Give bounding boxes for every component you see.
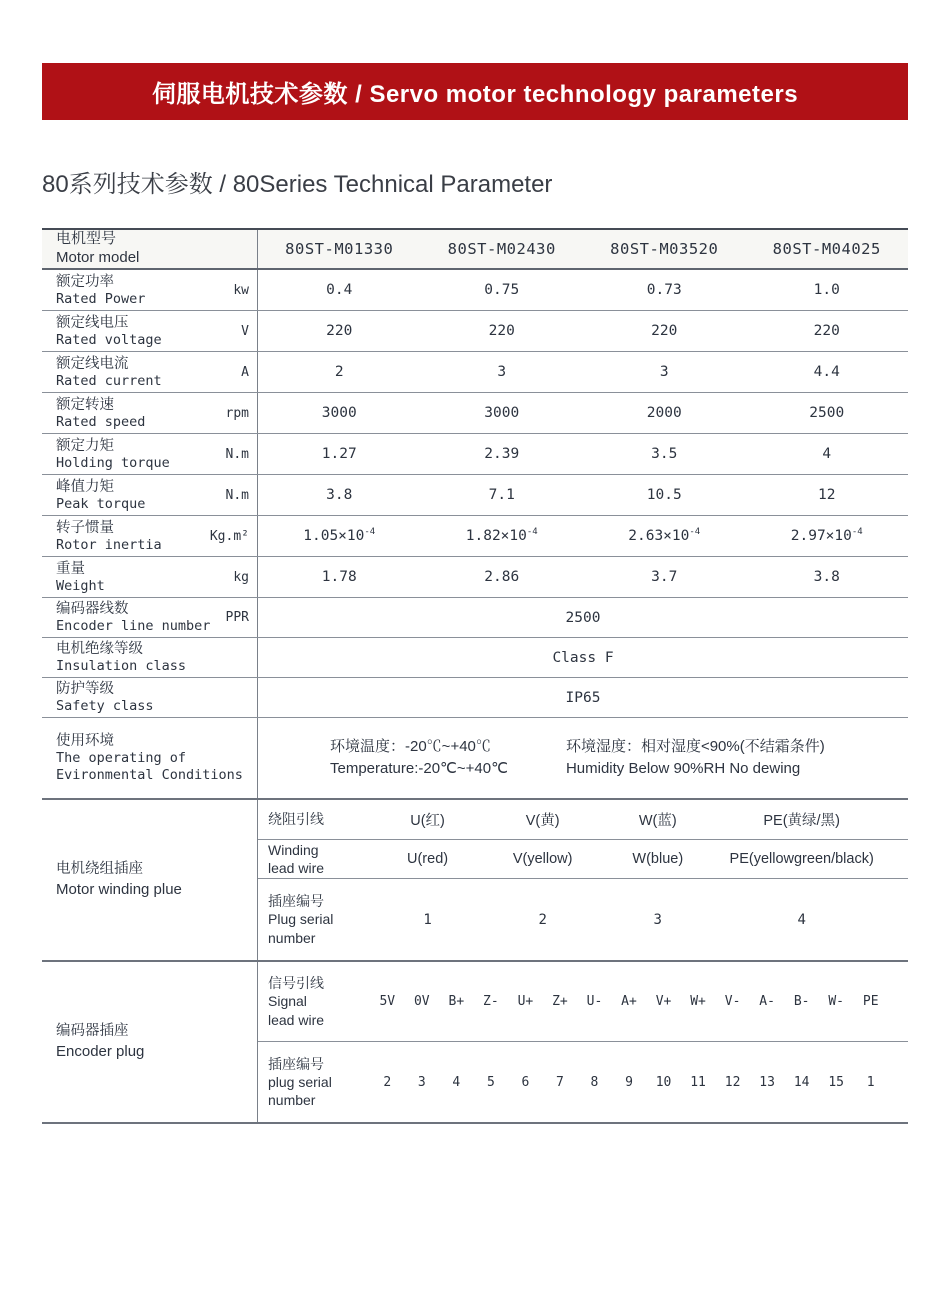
spec-label-cell [42, 638, 258, 677]
unit: PPR [225, 610, 249, 625]
subrow-label [258, 810, 370, 828]
spec-label [56, 560, 105, 595]
label-zh: 电机绕组插座 [56, 861, 143, 878]
label-zh: 绕阻引线 [268, 811, 324, 828]
label-zh: 转子惯量 [56, 519, 114, 536]
label-en: lead wire [268, 1011, 325, 1028]
spec-values [258, 311, 908, 351]
label-en: Insulation class [56, 658, 187, 675]
value-cell [258, 516, 421, 556]
label-zh: 插座编号 [268, 1055, 324, 1072]
spec-row-weight [42, 557, 908, 598]
table-header-row [42, 230, 908, 270]
inertia-exponent: -4 [689, 527, 701, 537]
merged-value: Class F [552, 649, 614, 666]
value-cell: 0.4 [326, 282, 353, 298]
value-cell: 220 [326, 323, 353, 339]
spec-label [56, 519, 162, 554]
page-title: 80系列技术参数 / 80Series Technical Parameter [42, 171, 553, 198]
header-label [56, 230, 139, 268]
spec-label [56, 732, 243, 784]
serial-cell: 1 [423, 911, 432, 928]
label-zh: 额定功率 [56, 273, 114, 290]
value-cell: 12 [818, 487, 836, 503]
spec-row-rated-speed [42, 393, 908, 434]
winding-wires-zh-row [258, 800, 908, 840]
signal-cell: B- [793, 994, 810, 1009]
header-label-cell [42, 230, 258, 268]
value-cell: 3.8 [326, 487, 353, 503]
value-cell: 3000 [484, 405, 520, 421]
unit: rpm [225, 405, 249, 421]
motor-winding-plug-section [42, 800, 908, 962]
signal-cell: U+ [517, 994, 534, 1009]
value-cell: 7.1 [488, 487, 515, 503]
spec-label-cell [42, 598, 258, 637]
serial-cell: 2 [383, 1074, 392, 1090]
wire-cell: W(蓝) [638, 812, 677, 829]
label-en: Safety class [56, 698, 154, 715]
spec-label-cell [42, 434, 258, 474]
spec-values [258, 393, 908, 433]
value-cell: 0.73 [646, 282, 682, 298]
inertia-base: 1.05×10 [303, 528, 365, 544]
label-en: Encoder line number [56, 618, 211, 635]
serial-cell: 4 [452, 1074, 461, 1090]
header-label-zh: 电机型号 [56, 230, 117, 248]
spec-label-cell [42, 393, 258, 433]
encoder-rows [258, 962, 908, 1122]
label-zh: 峰值力矩 [56, 478, 114, 495]
wire-cell: U(红) [410, 812, 445, 829]
serial-cell: 10 [655, 1074, 672, 1090]
unit: kg [233, 569, 249, 585]
subrow-label [258, 841, 370, 877]
value-cell: 2000 [646, 405, 682, 421]
inertia-base: 2.97×10 [790, 528, 852, 544]
serial-cell: 7 [556, 1074, 564, 1090]
value-cell [421, 516, 584, 556]
inertia-exponent: -4 [526, 527, 538, 537]
encoder-plug-section [42, 962, 908, 1122]
signal-cell: A+ [621, 994, 637, 1009]
value-cell: 3.5 [651, 446, 678, 462]
spec-label [56, 680, 154, 715]
label-zh: 重量 [56, 560, 85, 577]
signal-cell: 5V [379, 994, 396, 1009]
spec-row-rated-voltage [42, 311, 908, 352]
value-cell: 2.86 [484, 569, 520, 585]
spec-row-rotor-inertia [42, 516, 908, 557]
model-name: 80ST-M01330 [285, 240, 394, 258]
label-en: Weight [56, 577, 105, 594]
header-models [258, 230, 908, 268]
humidity-en: Humidity Below 90%RH No dewing [565, 760, 801, 777]
row-operating-environment [42, 718, 908, 800]
inertia-base: 1.82×10 [465, 528, 527, 544]
label-en: number [268, 1092, 316, 1109]
spec-label [56, 600, 210, 635]
value-cell: 220 [813, 323, 840, 339]
value-cell: 3.8 [813, 569, 840, 585]
subrow-label [258, 892, 370, 947]
label-en: Encoder plug [56, 1042, 145, 1060]
signal-cell: W- [828, 994, 844, 1009]
humidity-block [566, 736, 825, 781]
wire-cell: V(黄) [525, 812, 560, 829]
serial-cell: 9 [625, 1074, 633, 1090]
serial-cell: 13 [759, 1074, 775, 1090]
label-en: Rated Power [56, 290, 146, 307]
spec-values [258, 516, 908, 556]
winding-wires-en-row [258, 840, 908, 880]
value-cell: 220 [651, 323, 678, 339]
spec-label [56, 478, 145, 513]
model-name: 80ST-M03520 [610, 240, 719, 258]
serial-cell: 14 [793, 1074, 810, 1090]
title-banner [42, 63, 908, 120]
label-en: plug serial [268, 1073, 332, 1090]
serial-cell: 3 [653, 911, 662, 928]
winding-serial-row [258, 879, 908, 960]
spec-label-cell [42, 516, 258, 556]
value-cell: 4.4 [813, 364, 840, 380]
spec-row-peak-torque [42, 475, 908, 516]
wire-cell: V(yellow) [512, 850, 573, 867]
serial-cell: 3 [417, 1074, 426, 1090]
spec-row-holding-torque [42, 434, 908, 475]
label-zh: 额定力矩 [56, 437, 114, 454]
value-cell: 1.27 [321, 446, 357, 462]
serial-cell: 2 [538, 911, 547, 928]
value-cell: 10.5 [646, 487, 682, 503]
environment-values [258, 718, 908, 798]
humidity-zh: 环境湿度：相对湿度<90%(不结霜条件) [565, 737, 825, 755]
spec-label [56, 314, 162, 349]
signal-cell: V+ [655, 994, 672, 1009]
spec-label-cell [42, 475, 258, 515]
unit: A [241, 364, 249, 380]
label-en: Plug serial [268, 911, 334, 928]
wire-cell: PE(yellowgreen/black) [729, 850, 874, 867]
merged-value: 2500 [565, 609, 601, 626]
label-zh: 额定线电流 [56, 355, 129, 372]
label-en: Rated current [56, 372, 162, 389]
merged-value: IP65 [565, 689, 601, 706]
label-en: number [268, 929, 316, 946]
spec-label-cell [42, 678, 258, 717]
label-en: Evironmental Conditions [56, 767, 243, 784]
inertia-exponent: -4 [851, 527, 863, 537]
signal-cell: V- [724, 994, 741, 1009]
spec-label [56, 437, 170, 472]
label-en: Motor winding plue [56, 880, 182, 898]
value-cell: 220 [488, 323, 515, 339]
label-zh: 额定线电压 [56, 314, 129, 331]
encoder-signal-row [258, 962, 908, 1042]
spec-label-cell [42, 311, 258, 351]
signal-cell: Z- [483, 994, 499, 1009]
label-zh: 电机绝缘等级 [56, 641, 143, 657]
unit: V [241, 323, 249, 339]
value-cell: 3 [659, 364, 669, 380]
banner-title: 伺服电机技术参数 / Servo motor technology parameters [151, 81, 799, 108]
unit: N.m [225, 487, 249, 503]
unit: N.m [225, 446, 249, 462]
value-cell: 2 [334, 364, 344, 380]
label-en: Rotor inertia [56, 536, 162, 553]
value-cell: 1.78 [321, 569, 357, 585]
spec-label [56, 355, 162, 390]
temperature-en: Temperature:-20℃~+40℃ [330, 760, 508, 777]
temperature-zh: 环境温度：-20℃~+40℃ [330, 737, 491, 755]
wire-cell: PE(黄绿/黑) [763, 812, 840, 829]
label-zh: 额定转速 [56, 396, 114, 413]
value-cell: 2500 [809, 405, 845, 421]
label-en: Peak torque [56, 495, 146, 512]
spec-values [258, 557, 908, 597]
spec-row-rated-current [42, 352, 908, 393]
row-safety-class [42, 678, 908, 718]
wire-cell: U(red) [407, 850, 449, 867]
signal-cell: 0V [413, 994, 430, 1009]
label-en: lead wire [268, 859, 325, 876]
value-cell: 4 [822, 446, 832, 462]
serial-cell: 4 [797, 911, 806, 928]
label-zh: 插座编号 [268, 893, 324, 910]
spec-values [258, 352, 908, 392]
header-label-en: Motor model [56, 249, 140, 266]
unit: kw [233, 282, 249, 298]
spec-label [56, 396, 145, 431]
spec-values [258, 434, 908, 474]
signal-cell: U- [586, 994, 603, 1009]
label-zh: 使用环境 [56, 733, 114, 750]
spec-values [258, 270, 908, 310]
spec-label-cell [42, 557, 258, 597]
spec-label-cell [42, 352, 258, 392]
label-en: Rated voltage [56, 331, 162, 348]
temperature-block [330, 736, 508, 781]
signal-cell: A- [759, 994, 775, 1009]
value-cell: 1.0 [813, 282, 840, 298]
spec-label-cell [42, 270, 258, 310]
value-cell [746, 516, 909, 556]
label-en: The operating of [56, 750, 187, 767]
label-zh: 信号引线 [268, 975, 324, 992]
value-cell: 3000 [321, 405, 357, 421]
serial-cell: 5 [486, 1074, 495, 1090]
encoder-section-label [42, 962, 258, 1122]
inertia-base: 2.63×10 [628, 528, 690, 544]
subrow-label [258, 1055, 370, 1110]
label-zh: 防护等级 [56, 681, 114, 697]
label-en: Winding [268, 841, 319, 858]
row-insulation-class [42, 638, 908, 678]
value-cell [583, 516, 746, 556]
value-cell: 2.39 [484, 446, 520, 462]
signal-cell: B+ [448, 994, 465, 1009]
winding-rows [258, 800, 908, 960]
serial-cell: 15 [828, 1074, 844, 1090]
spec-label-cell [42, 718, 258, 798]
value-cell: 3 [497, 364, 507, 380]
serial-cell: 12 [724, 1074, 741, 1090]
signal-cell: PE [862, 994, 879, 1009]
spec-row-rated-power [42, 270, 908, 311]
subrow-label [258, 974, 370, 1029]
unit: Kg.m² [209, 528, 249, 544]
spec-label [56, 640, 186, 675]
spec-values [258, 475, 908, 515]
wire-cell: W(blue) [632, 850, 684, 867]
spec-label [56, 273, 145, 308]
serial-cell: 1 [866, 1074, 875, 1090]
inertia-exponent: -4 [364, 527, 376, 537]
model-name: 80ST-M04025 [772, 240, 881, 258]
label-en: Holding torque [56, 454, 170, 471]
parameters-table [42, 228, 908, 1124]
signal-cell: W+ [690, 994, 706, 1009]
encoder-serial-row [258, 1042, 908, 1122]
winding-section-label [42, 800, 258, 960]
label-zh: 编码器线数 [56, 601, 129, 617]
serial-cell: 8 [590, 1074, 599, 1090]
row-encoder-line-number [42, 598, 908, 638]
serial-cell: 11 [690, 1074, 706, 1090]
label-zh: 编码器插座 [56, 1023, 129, 1040]
label-en: Rated speed [56, 413, 146, 430]
value-cell: 3.7 [651, 569, 678, 585]
value-cell: 0.75 [484, 282, 520, 298]
model-name: 80ST-M02430 [447, 240, 556, 258]
serial-cell: 6 [521, 1074, 530, 1090]
signal-cell: Z+ [552, 994, 568, 1009]
label-en: Signal [268, 993, 307, 1010]
